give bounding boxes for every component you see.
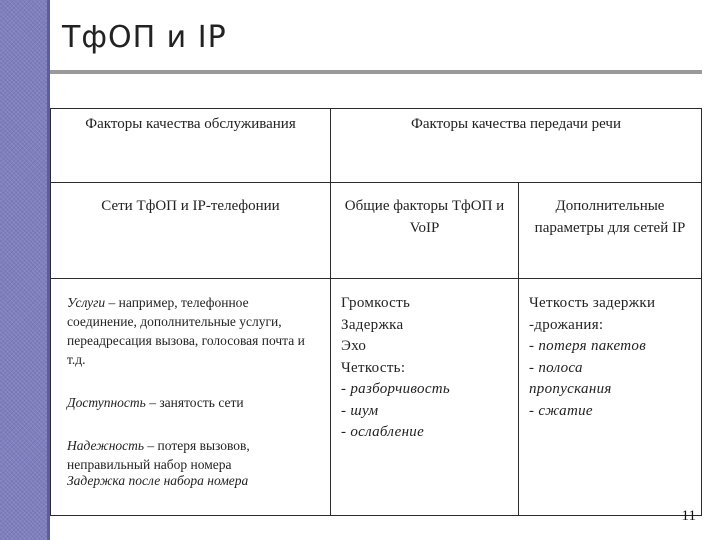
factor-term: Услуги <box>67 295 106 310</box>
header-qos: Факторы качества обслуживания <box>51 109 331 183</box>
additional-params-cell <box>519 279 701 515</box>
additional-item: -дрожания: <box>529 316 604 333</box>
common-bullet: - разборчивость <box>341 381 451 397</box>
factor-term: Надежность <box>67 438 145 453</box>
factor-reliability <box>67 436 320 474</box>
factors-table <box>50 108 702 516</box>
common-item: Четкость: <box>341 359 406 376</box>
common-bullet: - ослабление <box>341 424 425 440</box>
factor-services <box>67 293 320 369</box>
common-item: Эхо <box>341 338 367 354</box>
title-divider <box>50 70 702 74</box>
additional-bullet: - полоса <box>529 359 583 376</box>
header-speech: Факторы качества передачи речи <box>331 109 701 183</box>
factor-text: – занятость сети <box>145 395 244 410</box>
common-bullet: - шум <box>341 402 379 419</box>
factor-term: Доступность <box>67 395 146 410</box>
page-number: 11 <box>681 508 696 524</box>
additional-bullet: пропускания <box>529 381 612 397</box>
subheader-common: Общие факторы ТфОП и VoIP <box>331 183 519 279</box>
additional-bullet: - сжатие <box>529 402 593 419</box>
decorative-sidebar <box>0 0 47 540</box>
factor-term: Задержка после набора номера <box>67 473 249 488</box>
factor-text: – например, телефонное соединение, дополнительные услуги, переадресация вызова, голосовая почта и т.д. <box>67 295 305 367</box>
common-factors-cell <box>331 279 519 515</box>
factor-text: – потеря вызовов, неправильный набор номера <box>67 438 250 472</box>
factor-dial-delay <box>67 471 248 490</box>
additional-bullet: - потеря пакетов <box>529 338 647 354</box>
qos-factors-cell <box>51 279 331 515</box>
subheader-networks: Сети ТфОП и IP-телефонии <box>51 183 331 279</box>
factor-availability <box>67 393 320 412</box>
subheader-additional: Дополнительные параметры для сетей IP <box>519 183 701 279</box>
slide-title: ТфОП и IP <box>62 20 227 55</box>
additional-item: Четкость задержки <box>529 295 656 311</box>
common-item: Задержка <box>341 316 404 333</box>
common-item: Громкость <box>341 295 411 311</box>
